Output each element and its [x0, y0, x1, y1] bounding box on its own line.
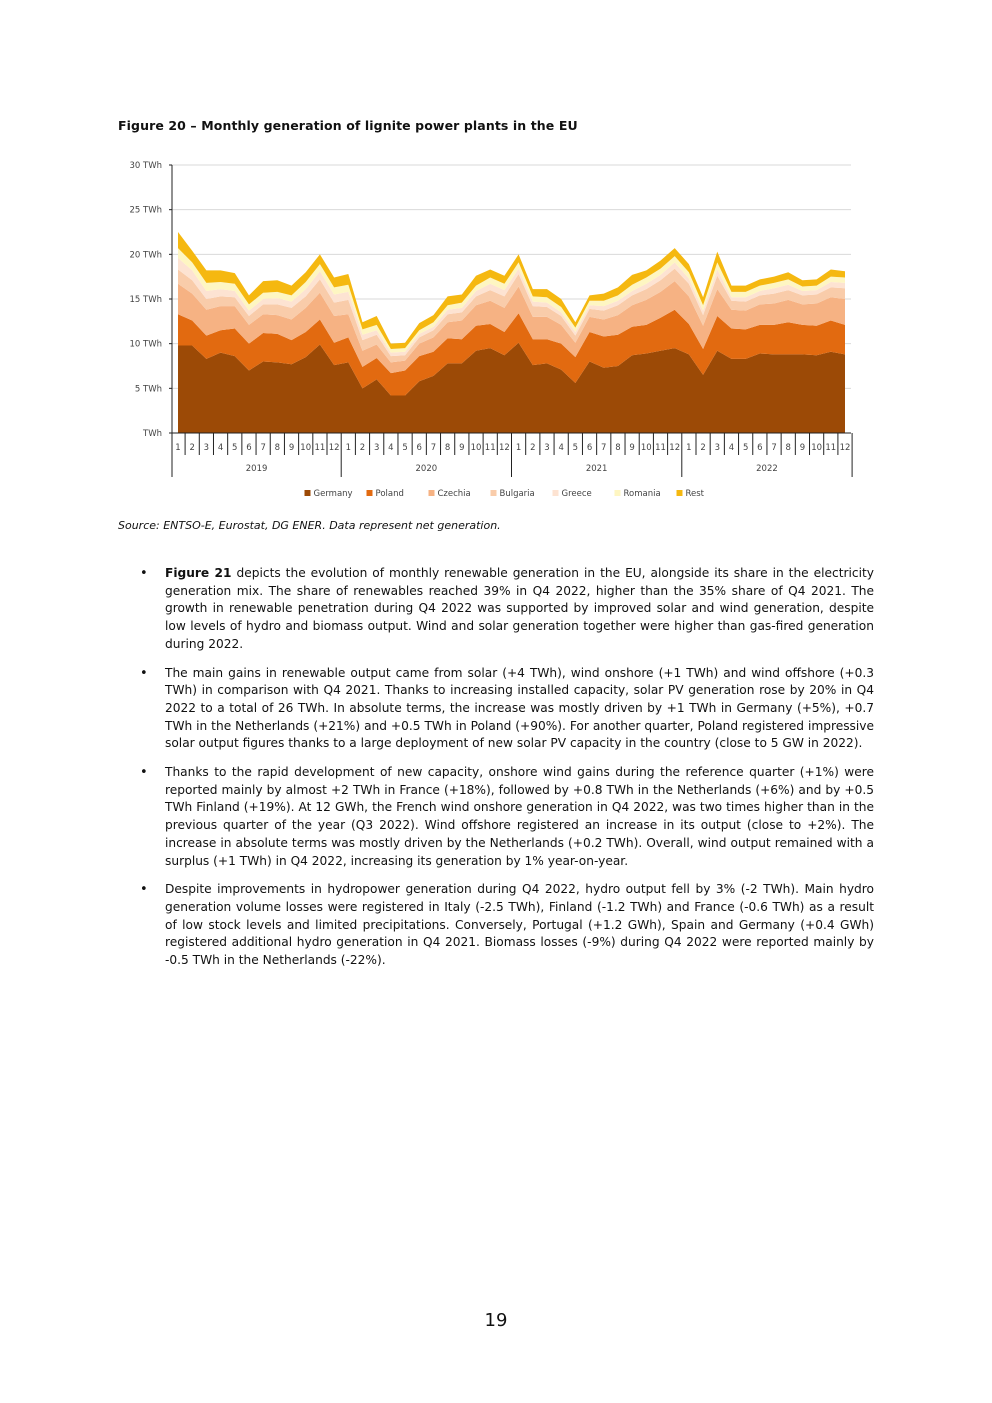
y-tick-label: 25 TWh [129, 205, 162, 216]
chart-legend [305, 489, 705, 499]
y-tick-label: 10 TWh [129, 339, 162, 350]
x-tick-label-month: 2 [530, 443, 536, 453]
chart-x-tick-labels [172, 433, 852, 477]
figure-source: Source: ENTSO-E, Eurostat, DG ENER. Data represent net generation. [118, 519, 501, 532]
chart-y-tick-labels [129, 161, 162, 439]
x-tick-label-month: 5 [402, 443, 408, 453]
legend-swatch [491, 490, 497, 496]
x-tick-label-year: 2022 [756, 464, 778, 474]
y-tick-label: 15 TWh [129, 295, 162, 305]
x-tick-label-month: 10 [811, 443, 823, 453]
x-tick-label-month: 6 [416, 443, 422, 453]
bullet-text: The main gains in renewable output came from solar (+4 TWh), wind onshore (+1 TWh) and wind offshore (+0.3 TWh) in comparison with Q4 2021. Thanks to increasing installed capacity, solar PV generation rose by 20% in Q4 2022 to a total of 26 TWh. In absolute terms, the increase was mostly driven by +1 TWh in Germany (+5%), +0.7 TWh in the Netherlands (+21%) and +0.5 TWh in Poland (+90%). For another quarter, Poland registered impressive solar output figures thanks to a large deployment of new solar PV capacity in the country (close to 5 GW in 2022). [165, 665, 874, 751]
bullet-item [140, 764, 874, 870]
x-tick-label-month: 6 [757, 443, 763, 453]
x-tick-label-month: 5 [742, 443, 749, 453]
x-tick-label-month: 1 [686, 443, 692, 453]
x-tick-label-month: 3 [373, 443, 380, 453]
bullet-item [140, 565, 874, 654]
x-tick-label-month: 3 [544, 443, 550, 453]
x-tick-label-month: 4 [728, 443, 735, 453]
x-tick-label-month: 10 [470, 443, 482, 453]
legend-label: Romania [623, 489, 661, 499]
legend-label: Germany [313, 489, 353, 499]
x-tick-label-month: 3 [714, 443, 720, 453]
x-tick-label-month: 12 [328, 443, 340, 453]
legend-label: Poland [375, 489, 404, 499]
x-tick-label-year: 2020 [415, 464, 438, 474]
x-tick-label-month: 8 [444, 443, 451, 453]
x-tick-label-month: 7 [601, 443, 607, 453]
x-tick-label-month: 6 [246, 443, 252, 453]
x-tick-label-month: 9 [459, 443, 465, 453]
bullet-text: Despite improvements in hydropower generation during Q4 2022, hydro output fell by 3% (-2 TWh). Main hydro generation volume losses were registered in Italy (-2.5 TWh), Finland (-1.2 TWh) and France (-0.6 TWh) as a result of low stock levels and limited precipitations. Conversely, Portugal (+1.2 GWh), Spain and Germany (+0.4 GWh) registered additional hydro generation in Q4 2021. Biomass losses (-9%) during Q4 2022 were reported mainly by -0.5 TWh in the Netherlands (-22%). [165, 882, 874, 968]
x-tick-label-month: 2 [359, 443, 366, 453]
x-tick-label-month: 11 [655, 443, 666, 453]
bullet-item [140, 665, 874, 754]
x-tick-label-month: 11 [484, 443, 496, 453]
bullet-dot-icon: • [140, 765, 148, 781]
x-tick-label-month: 2 [700, 443, 706, 453]
x-tick-label-month: 1 [515, 443, 522, 453]
x-tick-label-month: 5 [572, 443, 579, 453]
x-tick-label-month: 1 [175, 443, 181, 453]
legend-swatch [305, 490, 311, 496]
bullet-item [140, 881, 874, 970]
x-tick-label-month: 11 [314, 443, 326, 453]
chart-areas [178, 232, 845, 433]
x-tick-label-month: 8 [274, 443, 281, 453]
legend-label: Czechia [437, 489, 471, 499]
lignite-generation-chart [118, 150, 858, 510]
x-tick-label-year: 2019 [245, 464, 268, 474]
y-tick-label: 30 TWh [129, 161, 162, 171]
x-tick-label-month: 9 [799, 443, 806, 453]
y-tick-label: 5 TWh [134, 384, 162, 395]
figure-title: Figure 20 – Monthly generation of lignite power plants in the EU [118, 118, 578, 133]
x-tick-label-month: 12 [498, 443, 510, 453]
bullet-text: depicts the evolution of monthly renewable generation in the EU, alongside its share in the electricity generation mix. The share of renewables reached 39% in Q4 2022, higher than the 35% share of Q4 2021. The growth in renewable penetration during Q4 2022 was supported by improved solar and wind generation, despite low levels of hydro and biomass output. Wind and solar generation together were higher than gas-fired generation during 2022. [165, 566, 875, 651]
x-tick-label-month: 1 [345, 443, 352, 453]
x-tick-label-month: 5 [232, 443, 238, 453]
legend-swatch [367, 490, 373, 496]
x-tick-label-month: 9 [288, 443, 295, 453]
x-tick-label-month: 7 [260, 443, 266, 453]
legend-swatch [553, 490, 559, 496]
x-tick-label-month: 10 [300, 443, 312, 453]
x-tick-label-month: 2 [189, 443, 195, 453]
x-tick-label-month: 8 [615, 443, 621, 453]
x-tick-label-month: 8 [785, 443, 791, 453]
x-tick-label-month: 12 [839, 443, 851, 453]
x-tick-label-month: 11 [825, 443, 837, 453]
x-tick-label-month: 4 [217, 443, 224, 453]
bullet-list [140, 565, 874, 981]
x-tick-label-month: 4 [388, 443, 394, 453]
page-number: 19 [484, 1310, 508, 1331]
legend-swatch [677, 490, 683, 496]
legend-label: Greece [561, 489, 592, 499]
x-tick-label-month: 3 [203, 443, 210, 453]
x-tick-label-month: 7 [430, 443, 437, 453]
x-tick-label-month: 4 [558, 443, 564, 453]
legend-swatch [429, 490, 435, 496]
bullet-dot-icon: • [140, 882, 148, 898]
bullet-dot-icon: • [140, 665, 148, 681]
y-tick-label: 20 TWh [129, 250, 162, 261]
x-tick-label-month: 7 [771, 443, 777, 453]
legend-label: Rest [685, 489, 705, 499]
bullet-dot-icon: • [140, 566, 148, 581]
x-tick-label-month: 12 [669, 443, 681, 453]
y-tick-label: TWh [143, 429, 162, 439]
bullet-text: Thanks to the rapid development of new capacity, onshore wind gains during the reference quarter (+1%) were reported mainly by almost +2 TWh in France (+18%), followed by +0.8 TWh in the Netherlands (+6%) and by +0.5 TWh Finland (+19%). At 12 GWh, the French wind onshore generation in Q4 2022, was two times higher than in the previous quarter of the year (Q3 2022). Wind offshore registered an increase in its output (close to +2%). The increase in absolute terms was mostly driven by the Netherlands (+0.2 TWh). Overall, wind output remained with a surplus (+1 TWh) in Q4 2022, increasing its generation by 1% year-on-year. [165, 765, 874, 868]
x-tick-label-month: 6 [586, 443, 593, 453]
bullet-lead: Figure 21 [165, 566, 232, 580]
x-tick-label-month: 10 [640, 443, 652, 453]
x-tick-label-year: 2021 [585, 464, 608, 474]
legend-swatch [615, 490, 621, 496]
legend-label: Bulgaria [499, 489, 535, 499]
x-tick-label-month: 9 [629, 443, 635, 453]
